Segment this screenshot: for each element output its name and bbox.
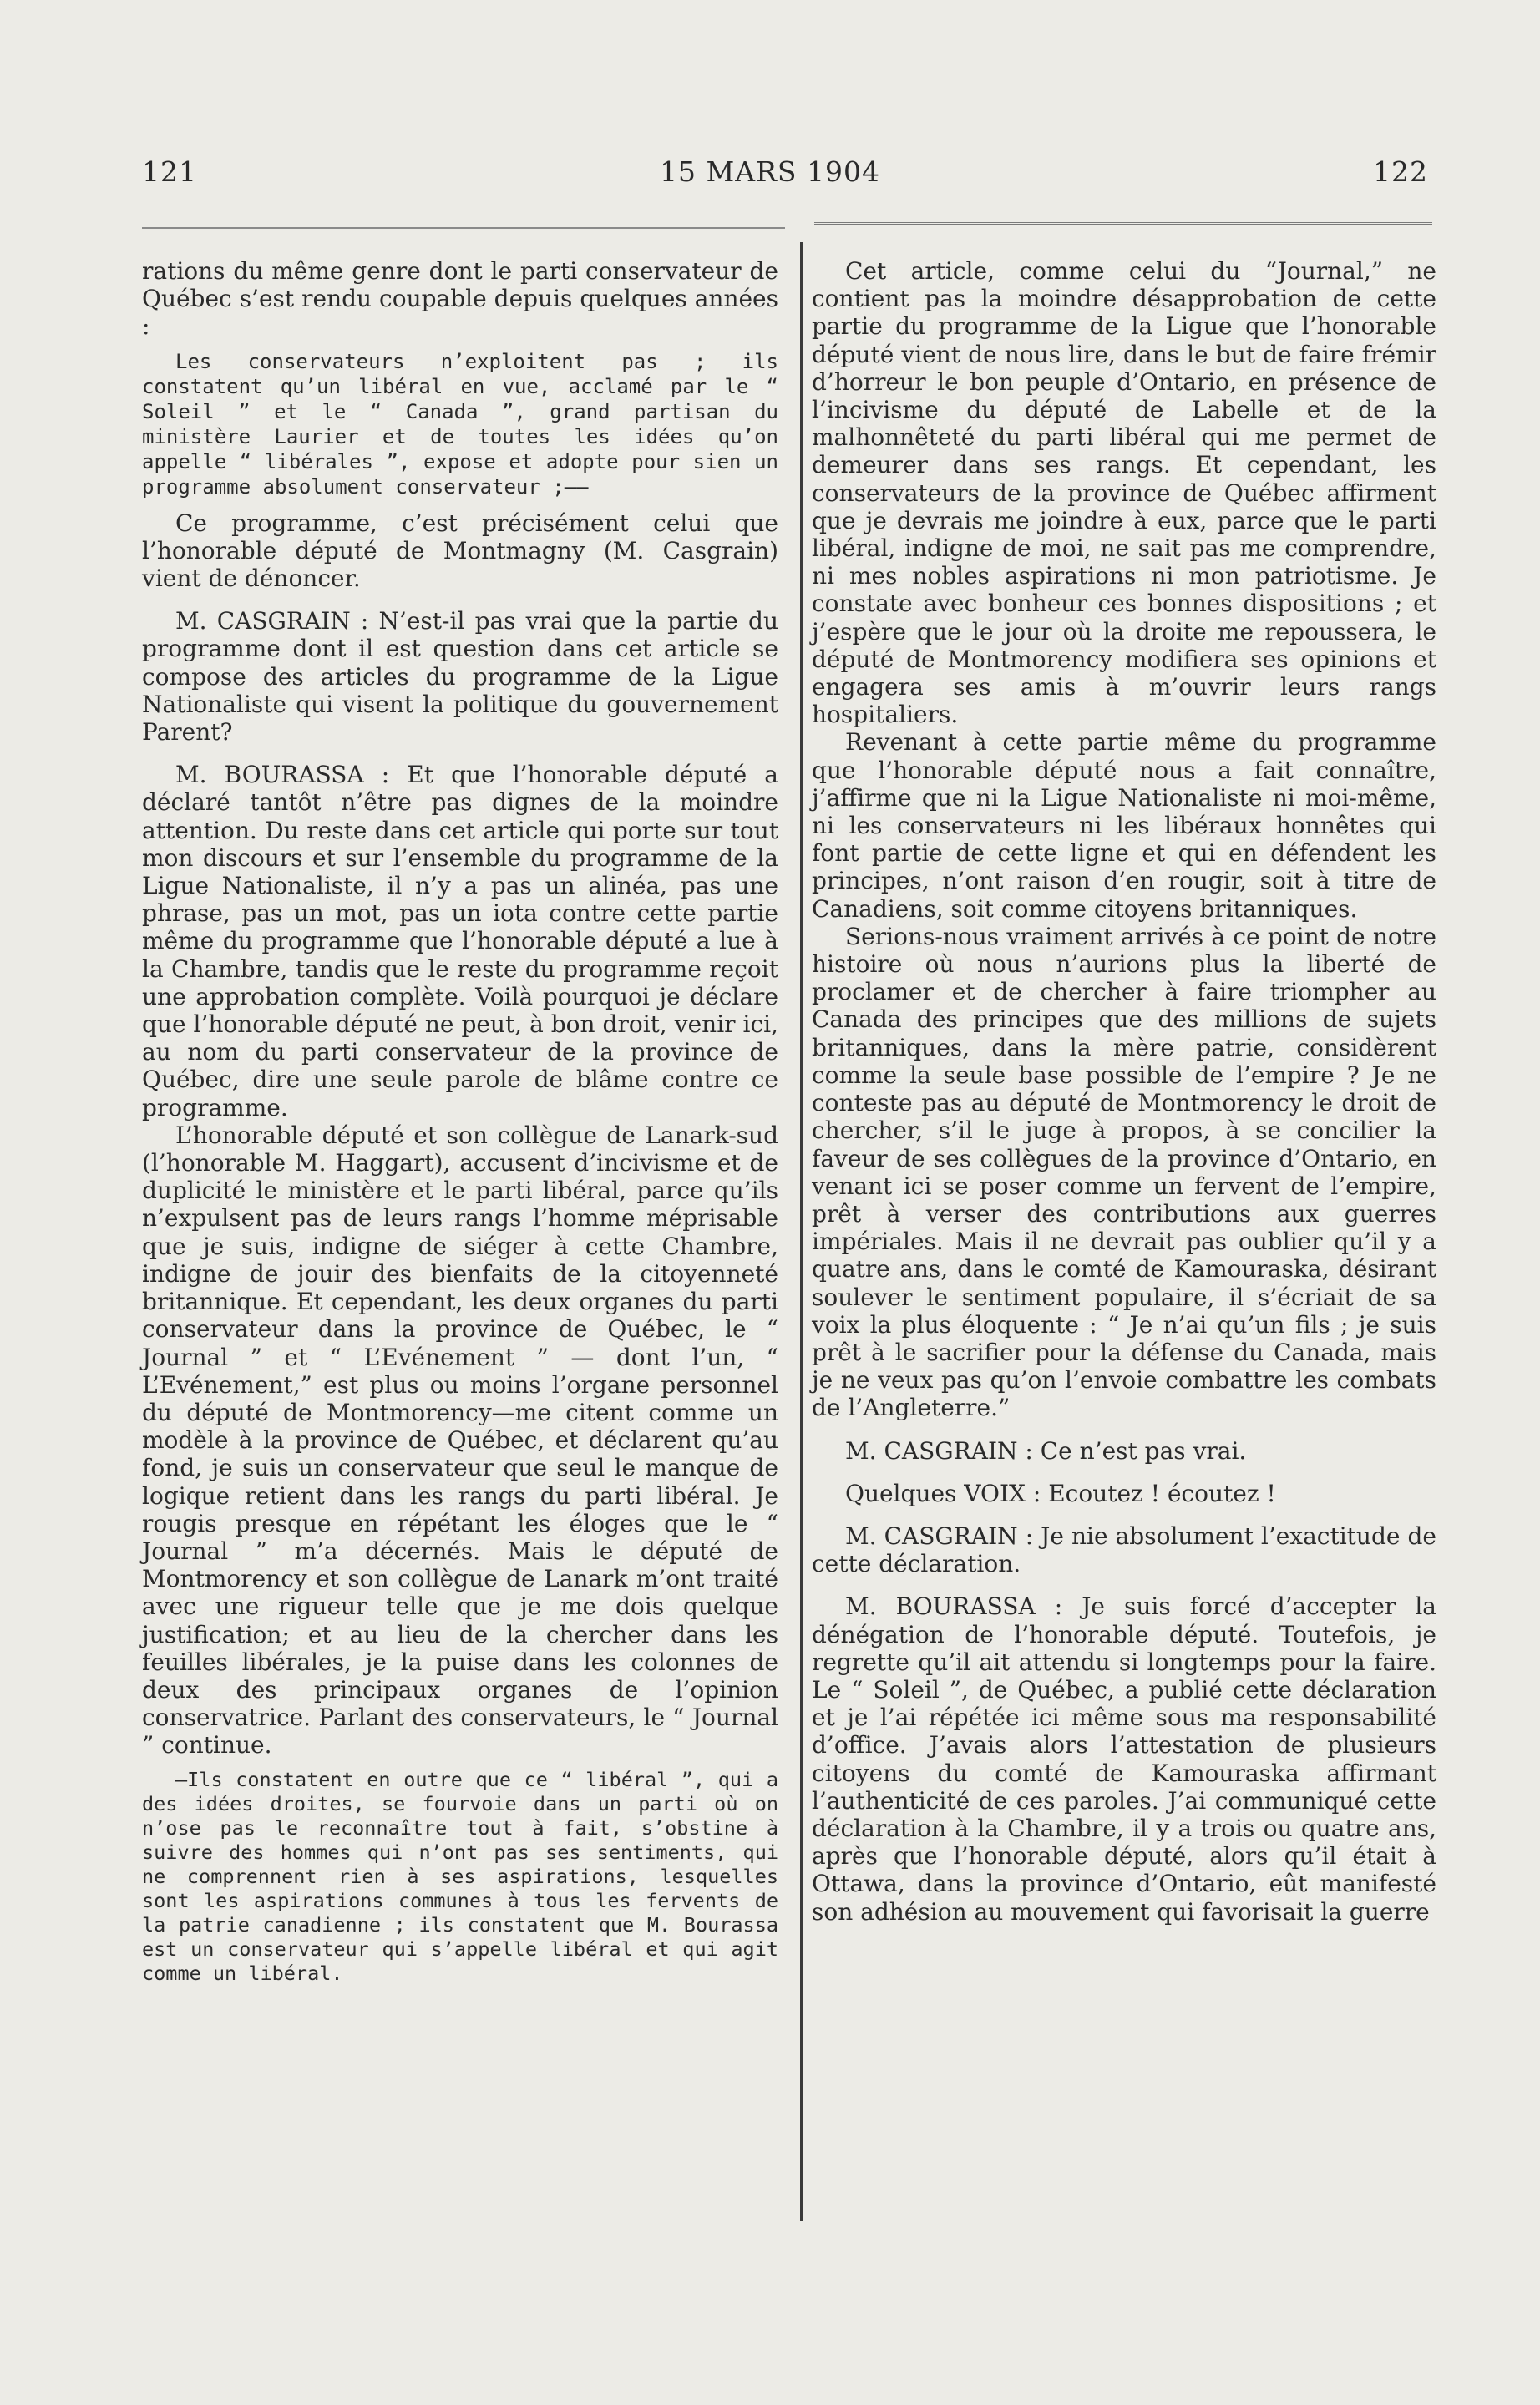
right-header-rule: [814, 222, 1432, 225]
speech-casgrain: M. CASGRAIN : Je nie absolument l’exactitude de cette déclaration.: [812, 1521, 1436, 1578]
left-column: [142, 257, 778, 1996]
paragraph: Serions-nous vraiment arrivés à ce point de notre histoire où nous n’aurions plus la liberté de proclamer et de chercher à faire triompher au Canada des principes que des millions de sujets britanniques, dans la mère patrie, considèrent comme la seule base possible de l’empire ? Je ne conteste pas au député de Montmorency le droit de chercher, s’il le juge à propos, à se concilier la faveur de ses collègues de la province d’Ontario, en venant ici se poser comme un fervent de l’empire, prêt à verser des contributions aux guerres impériales. Mais il ne devrait pas oublier qu’il y a quatre ans, dans le comté de Kamouraska, désirant soulever le sentiment populaire, il s’écriait de sa voix la plus éloquente : “ Je n’ai qu’un fils ; je suis prêt à le sacrifier pour la défense du Canada, mais je ne veux pas qu’on l’envoie combattre les combats de l’Angleterre.”: [812, 922, 1436, 1422]
paragraph: Revenant à cette partie même du programme que l’honorable député nous a fait connaître, j’affirme que ni la Ligue Nationaliste ni moi-même, ni les conservateurs ni les libéraux honnêtes qui font partie de cette ligne et qui en défendent les principes, n’ont raison d’en rougir, soit à titre de Canadiens, soit comme citoyens britanniques.: [812, 728, 1436, 923]
speech-casgrain: M. CASGRAIN : N’est-il pas vrai que la partie du programme dont il est question dans cet article se compose des articles du programme de la Ligue Nationaliste qui visent la politique du gouvernement Parent?: [142, 607, 778, 747]
paragraph: rations du même genre dont le parti conservateur de Québec s’est rendu coupable depuis quelques années :: [142, 257, 778, 341]
quotation: —Ils constatent en outre que ce “ libéral ”, qui a des idées droites, se fourvoie dans un parti où on n’ose pas le reconnaître tout à fait, s’obstine à suivre des hommes qui n’ont pas ses sentiments, qui ne comprennent rien à ses aspirations, lesquelles sont les aspirations communes à tous les fervents de la patrie canadienne ; ils constatent que M. Bourassa est un conservateur qui s’appelle libéral et qui agit comme un libéral.: [142, 1767, 778, 1985]
paragraph: L’honorable député et son collègue de Lanark-sud (l’honorable M. Haggart), accusent d’incivisme et de duplicité le ministère et le parti libéral, parce qu’ils n’expulsent pas de leurs rangs l’homme méprisable que je suis, indigne de siéger à cette Chambre, indigne de jouir des bienfaits de la citoyenneté britannique. Et cependant, les deux organes du parti conservateur dans la province de Québec, le “ Journal ” et “ L’Evénement ” — dont l’un, “ L’Evénement,” est plus ou moins l’organe personnel du député de Montmorency—me citent comme un modèle à la province de Québec, et déclarent qu’au fond, je suis un conservateur que seul le manque de logique retient dans les rangs du parti libéral. Je rougis presque en répétant les éloges que le “ Journal ” m’a décernés. Mais le député de Montmorency et son collègue de Lanark m’ont traité avec une rigueur telle que je me dois quelque justification; et au lieu de la chercher dans les feuilles libérales, je la puise dans les colonnes de deux des principaux organes de l’opinion conservatrice. Parlant des conservateurs, le “ Journal ” continue.: [142, 1121, 778, 1759]
column-divider: [800, 242, 803, 2221]
speech-casgrain: M. CASGRAIN : Ce n’est pas vrai.: [845, 1436, 1247, 1465]
right-page-number: 122: [1373, 155, 1428, 188]
speech-bourassa: M. BOURASSA : Je suis forcé d’accepter la dénégation de l’honorable député. Toutefois, je regrette qu’il ait attendu si longtemps pour la faire. Le “ Soleil ”, de Québec, a publié cette déclaration et je l’ai répétée ici même sous ma responsabilité d’office. J’avais alors l’attestation de plusieurs citoyens du comté de Kamouraska affirmant l’authenticité de ces paroles. J’ai communiqué cette déclaration à la Chambre, il y a trois ou quatre ans, après que l’honorable député, alors qu’il était à Ottawa, dans la province d’Ontario, eût manifesté son adhésion au mouvement qui favorisait la guerre: [812, 1592, 1436, 1926]
right-column: [812, 257, 1436, 1926]
quotation: Les conservateurs n’exploitent pas ; ils constatent qu’un libéral en vue, acclamé par le “ Soleil ” et le “ Canada ”, grand partisan du ministère Laurier et de toutes les idées qu’on appelle “ libérales ”, expose et adopte pour sien un programme absolument conservateur ;——: [142, 349, 778, 499]
left-page-number: 121: [142, 155, 197, 188]
speech-bourassa: M. BOURASSA : Et que l’honorable député a déclaré tantôt n’être pas dignes de la moindre attention. Du reste dans cet article qui porte sur tout mon discours et sur l’ensemble du programme de la Ligue Nationaliste, il n’y a pas un alinéa, pas une phrase, pas un mot, pas un iota contre cette partie même du programme que l’honorable député a lue à la Chambre, tandis que le reste du programme reçoit une approbation complète. Voilà pourquoi je déclare que l’honorable député ne peut, à bon droit, venir ici, au nom du parti conservateur de la province de Québec, dire une seule parole de blâme contre ce programme.: [142, 761, 778, 1121]
paragraph: Ce programme, c’est précisément celui que l’honorable député de Montmagny (M. Casgrain) vient de dénoncer.: [142, 509, 778, 593]
left-header-rule: [142, 227, 785, 229]
speech-voices: Quelques VOIX : Ecoutez ! écoutez !: [845, 1479, 1276, 1507]
page-date: 15 MARS 1904: [659, 155, 881, 188]
paragraph: Cet article, comme celui du “Journal,” ne contient pas la moindre désapprobation de cette partie du programme de la Ligue que l’honorable député vient de nous lire, dans le but de faire frémir d’horreur le bon peuple d’Ontario, en présence de l’incivisme du député de Labelle et de la malhonnêteté du parti libéral qui me permet de demeurer dans ses rangs. Et cependant, les conservateurs de la province de Québec affirment que je devrais me joindre à eux, parce que le parti libéral, indigne de moi, ne sait pas me comprendre, ni mes nobles aspirations ni mon patriotisme. Je constate avec bonheur ces bonnes dispositions ; et j’espère que le jour où la droite me repoussera, le député de Montmorency modifiera ses opinions et engagera ses amis à m’ouvrir leurs rangs hospitaliers.: [812, 257, 1436, 729]
